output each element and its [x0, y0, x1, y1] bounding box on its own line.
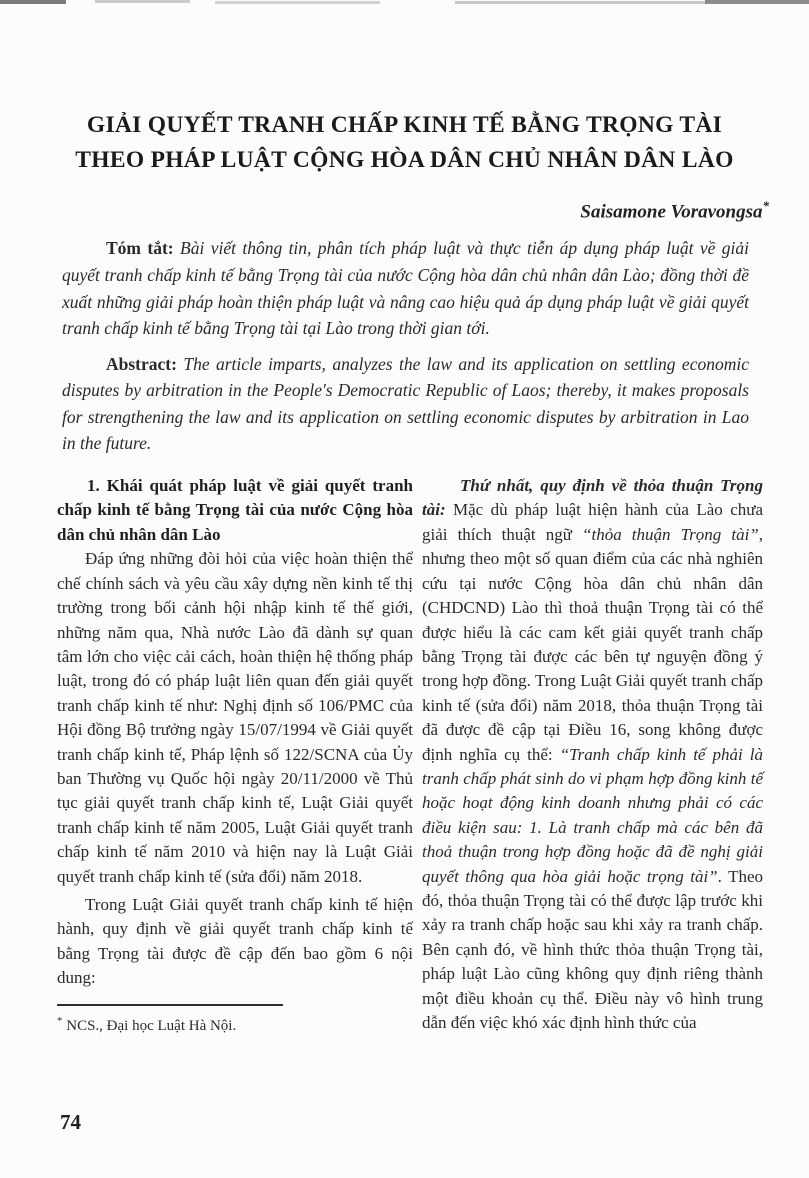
two-column-body	[57, 474, 763, 1037]
summary-vi-label: Tóm tắt:	[106, 238, 174, 259]
abstract-en-label: Abstract:	[106, 353, 177, 374]
footnote	[57, 1011, 413, 1037]
scan-artifact-top-edge	[705, 0, 809, 4]
author-line	[0, 198, 769, 223]
abstract-english	[62, 351, 749, 457]
page-title-line-2: THEO PHÁP LUẬT CỘNG HÒA DÂN CHỦ NHÂN DÂN LÀO	[75, 147, 734, 173]
scan-artifact-top-edge	[455, 1, 705, 4]
body-paragraph: Đáp ứng những đòi hỏi của việc hoàn thiện thể chế chính sách và yêu cầu xây dựng nền kinh tế thị trường trong bối cảnh hội nhập kinh tế thế giới, những năm qua, Nhà nước Lào đã dành sự quan tâm lớn cho việc cải cách, hoàn thiện hệ thống pháp luật, trong đó có pháp luật liên quan đến giải quyết tranh chấp kinh tế như: Nghị định số 106/PMC của Hội đồng Bộ trưởng ngày 15/07/1994 về Giải quyết tranh chấp kinh tế, Pháp lệnh số 122/SCNA của Ủy ban Thường vụ Quốc hội ngày 20/11/2000 về Thủ tục giải quyết tranh chấp kinh tế, Luật Giải quyết tranh chấp kinh tế năm 2005, Luật Giải quyết tranh chấp kinh tế năm 2010 và hiện nay là Luật Giải quyết tranh chấp kinh tế (sửa đổi) năm 2018.	[57, 549, 413, 886]
body-paragraph: Trong Luật Giải quyết tranh chấp kinh tế hiện hành, quy định về giải quyết tranh chấp kinh tế bằng Trọng tài được đề cập đến bao gồm 6 nội dung:	[57, 894, 413, 988]
scan-artifact-top-edge	[95, 0, 190, 3]
footnote-text: NCS., Đại học Luật Hà Nội.	[62, 1017, 237, 1034]
footnote-rule	[57, 1004, 283, 1006]
section-heading: 1. Khái quát pháp luật về giải quyết tranh chấp kinh tế bằng Trọng tài của nước Cộng hòa dân chủ nhân dân Lào	[57, 476, 413, 544]
page-title	[40, 108, 769, 178]
right-column	[422, 474, 763, 1037]
page-title-line-1: GIẢI QUYẾT TRANH CHẤP KINH TẾ BẰNG TRỌNG TÀI	[86, 112, 723, 138]
summary-vi-text: Bài viết thông tin, phân tích pháp luật và thực tiễn áp dụng pháp luật về giải quyết tranh chấp kinh tế bằng Trọng tài của nước Cộng hòa dân chủ nhân dân Lào; đồng thời đề xuất những giải pháp hoàn thiện pháp luật và nâng cao hiệu quả áp dụng pháp luật về giải quyết tranh chấp kinh tế bằng Trọng tài tại Lào trong thời gian tới.	[62, 238, 750, 339]
right-column-paragraph: Thứ nhất, quy định về thỏa thuận Trọng tài: Mặc dù pháp luật hiện hành của Lào chưa giải thích thuật ngữ “thỏa thuận Trọng tài”, nhưng theo một số quan điểm của các nhà nghiên cứu tại nước Cộng hòa dân chủ nhân dân (CHDCND) Lào thì thoả thuận Trọng tài có thể được hiểu là các cam kết giải quyết tranh chấp bằng Trọng tài được các bên tự nguyện đồng ý trong hợp đồng. Trong Luật Giải quyết tranh chấp kinh tế (sửa đổi) năm 2018, thỏa thuận Trọng tài đã được đề cập tại Điều 16, song không được định nghĩa cụ thể: “Tranh chấp kinh tế phải là tranh chấp phát sinh do vi phạm hợp đồng kinh tế hoặc hoạt động kinh doanh nhưng phải có các điều kiện sau: 1. Là tranh chấp mà các bên đã thoả thuận trong hợp đồng hoặc đã đề nghị giải quyết thông qua hòa giải hoặc trọng tài”. Theo đó, thỏa thuận Trọng tài có thể được lập trước khi xảy ra tranh chấp hoặc sau khi xảy ra tranh chấp. Bên cạnh đó, về hình thức thỏa thuận Trọng tài, pháp luật Lào cũng không quy định riêng thành một điều khoản cụ thể. Điều này vô hình trung dẫn đến việc khó xác định hình thức của	[422, 476, 763, 1033]
abstract-en-text: The article imparts, analyzes the law and its application on settling economic disputes by arbitration in the People's Democratic Republic of Laos; thereby, it makes proposals for strengthening the law and its application on settling economic disputes by arbitration in Lao in the future.	[62, 353, 749, 454]
abstract-section	[62, 235, 749, 457]
scan-artifact-top-edge	[0, 0, 66, 4]
author-footnote-marker: *	[762, 198, 769, 213]
scan-artifact-top-edge	[215, 1, 380, 4]
author-name: Saisamone Voravongsa	[580, 201, 763, 223]
summary-vietnamese	[62, 235, 749, 341]
left-column	[57, 474, 413, 1037]
footnote-marker: *	[57, 1014, 63, 1027]
page-number: 74	[60, 1110, 81, 1134]
